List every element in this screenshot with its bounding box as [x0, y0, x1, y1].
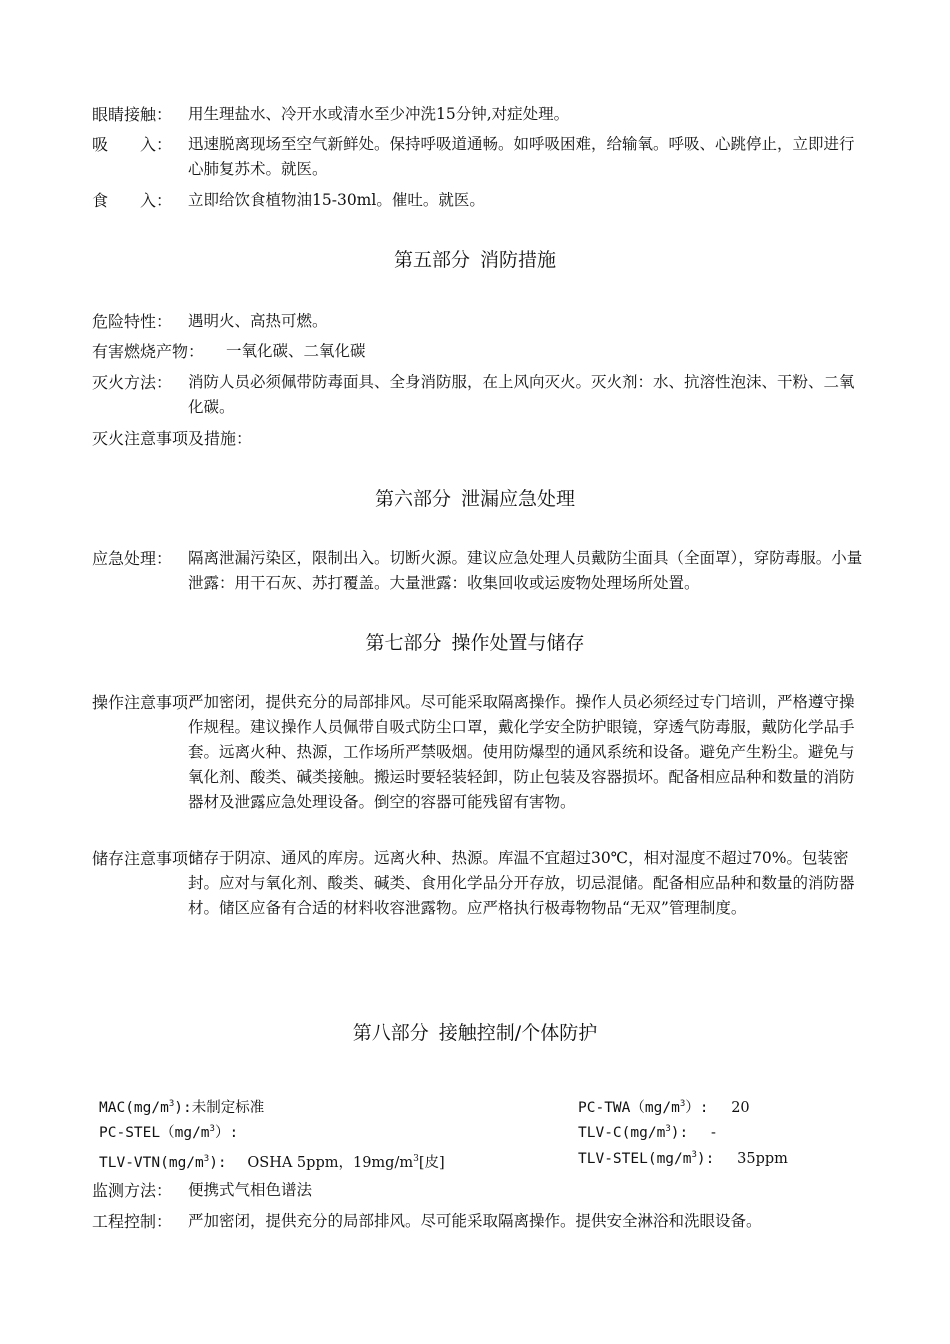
monitor-row	[92, 1178, 864, 1203]
eye-contact-row	[92, 102, 864, 127]
section-8-name: 接触控制/个体防护	[438, 1022, 598, 1044]
operation-row	[92, 690, 864, 815]
tlv-c-suffix: ):	[670, 1125, 689, 1141]
hazard-text: 遇明火、高热可燃。	[188, 312, 328, 330]
section-8-heading	[0, 1020, 950, 1046]
ingestion-label: 食 入：	[92, 191, 173, 210]
inhalation-label: 吸 入：	[92, 135, 173, 154]
mac-label: MAC(mg/m	[99, 1100, 169, 1116]
pc-twa-suffix: ）:	[685, 1100, 709, 1116]
pc-stel-suffix: ）:	[214, 1125, 239, 1141]
section-7-name: 操作处置与储存	[451, 632, 585, 654]
combustion-label: 有害燃烧产物：	[92, 342, 205, 361]
tlv-vtn-value-suffix: [皮]	[418, 1154, 445, 1171]
tlv-stel-label: TLV-STEL(mg/m	[578, 1151, 692, 1167]
engineering-row	[92, 1209, 864, 1234]
hazard-label: 危险特性：	[92, 312, 173, 331]
operation-text: 严加密闭，提供充分的局部排风。尽可能采取隔离操作。操作人员必须经过专门培训，严格遵守操作规程。建议操作人员佩带自吸式防尘口罩，戴化学安全防护眼镜，穿透气防毒服，戴防化学品手套。远离火种、热源，工作场所严禁吸烟。使用防爆型的通风系统和设备。避免产生粉尘。避免与氧化剂、酸类、碱类接触。搬运时要轻装轻卸，防止包装及容器损坏。配备相应品种和数量的消防器材及泄露应急处理设备。倒空的容器可能残留有害物。	[188, 693, 855, 811]
tlv-stel-unit-sup: 3	[691, 1150, 697, 1161]
ingestion-text: 立即给饮食植物油15-30ml。催吐。就医。	[188, 191, 485, 209]
mac-limit	[99, 1098, 264, 1118]
pc-twa-limit	[578, 1098, 750, 1118]
hazard-row	[92, 309, 864, 334]
tlv-vtn-limit	[99, 1149, 445, 1173]
tlv-vtn-unit-sup: 3	[203, 1154, 210, 1164]
storage-text: 储存于阴凉、通风的库房。远离火种、热源。库温不宜超过30℃，相对湿度不超过70%。包装密封。应对与氧化剂、酸类、碱类、食用化学品分开存放，切忌混储。配备相应品种和数量的消防器材。储区应备有合适的材料收容泄露物。应严格执行极毒物物品“无双”管理制度。	[188, 849, 855, 917]
pc-stel-limit	[99, 1123, 238, 1143]
monitor-text: 便携式气相色谱法	[188, 1181, 313, 1199]
section-8-part: 第八部分	[352, 1022, 429, 1044]
combustion-row	[92, 339, 864, 364]
combustion-text: 一氧化碳、二氧化碳	[226, 342, 366, 360]
pc-twa-label: PC-TWA（mg/m	[578, 1100, 680, 1116]
tlv-c-limit	[578, 1123, 716, 1143]
operation-label: 操作注意事项：	[92, 693, 205, 712]
extinguish-notes-label: 灭火注意事项及措施：	[92, 429, 253, 448]
storage-row	[92, 846, 864, 921]
eye-contact-text: 用生理盐水、冷开水或清水至少冲洗15分钟,对症处理。	[188, 105, 570, 123]
emergency-row	[92, 546, 864, 596]
extinguish-method-label: 灭火方法：	[92, 373, 173, 392]
monitor-label: 监测方法：	[92, 1181, 173, 1200]
pc-stel-unit-sup: 3	[209, 1124, 215, 1135]
section-6-part: 第六部分	[374, 488, 451, 510]
tlv-stel-limit	[578, 1149, 788, 1169]
engineering-text: 严加密闭，提供充分的局部排风。尽可能采取隔离操作。提供安全淋浴和洗眼设备。	[188, 1212, 762, 1230]
tlv-c-value: -	[710, 1125, 716, 1141]
storage-label: 储存注意事项：	[92, 849, 205, 868]
tlv-vtn-suffix: ):	[209, 1154, 227, 1171]
section-5-heading	[0, 247, 950, 273]
inhalation-row	[92, 132, 864, 182]
tlv-stel-value: 35ppm	[737, 1151, 788, 1167]
mac-unit-sup: 3	[168, 1099, 175, 1110]
section-7-heading	[0, 630, 950, 656]
emergency-label: 应急处理：	[92, 549, 173, 568]
tlv-vtn-value-sup: 3	[413, 1154, 419, 1164]
mac-value: 未制定标准	[191, 1100, 265, 1116]
pc-stel-label: PC-STEL（mg/m	[99, 1125, 210, 1141]
eye-contact-label: 眼睛接触：	[92, 105, 173, 124]
section-5-name: 消防措施	[480, 249, 557, 271]
tlv-c-unit-sup: 3	[665, 1124, 671, 1135]
tlv-stel-suffix: ):	[696, 1151, 715, 1167]
section-7-part: 第七部分	[365, 632, 442, 654]
inhalation-text: 迅速脱离现场至空气新鲜处。保持呼吸道通畅。如呼吸困难，给输氧。呼吸、心跳停止，立即进行心肺复苏术。就医。	[188, 135, 855, 178]
extinguish-method-row	[92, 370, 864, 420]
section-5-part: 第五部分	[393, 249, 470, 271]
tlv-vtn-label: TLV-VTN(mg/m	[99, 1154, 204, 1171]
engineering-label: 工程控制：	[92, 1212, 173, 1231]
emergency-text: 隔离泄漏污染区，限制出入。切断火源。建议应急处理人员戴防尘面具（全面罩），穿防毒服。小量泄露：用干石灰、苏打覆盖。大量泄露：收集回收或运废物处理场所处置。	[188, 549, 863, 592]
extinguish-method-text: 消防人员必须佩带防毒面具、全身消防服，在上风向灭火。灭火剂：水、抗溶性泡沫、干粉、二氧化碳。	[188, 373, 855, 416]
tlv-vtn-value: OSHA 5ppm，19mg/m	[247, 1154, 414, 1171]
pc-twa-value: 20	[731, 1100, 750, 1116]
tlv-c-label: TLV-C(mg/m	[578, 1125, 666, 1141]
mac-suffix: ):	[174, 1100, 192, 1116]
section-6-name: 泄漏应急处理	[461, 488, 576, 510]
pc-twa-unit-sup: 3	[679, 1099, 686, 1110]
section-6-heading	[0, 486, 950, 512]
ingestion-row	[92, 188, 864, 213]
